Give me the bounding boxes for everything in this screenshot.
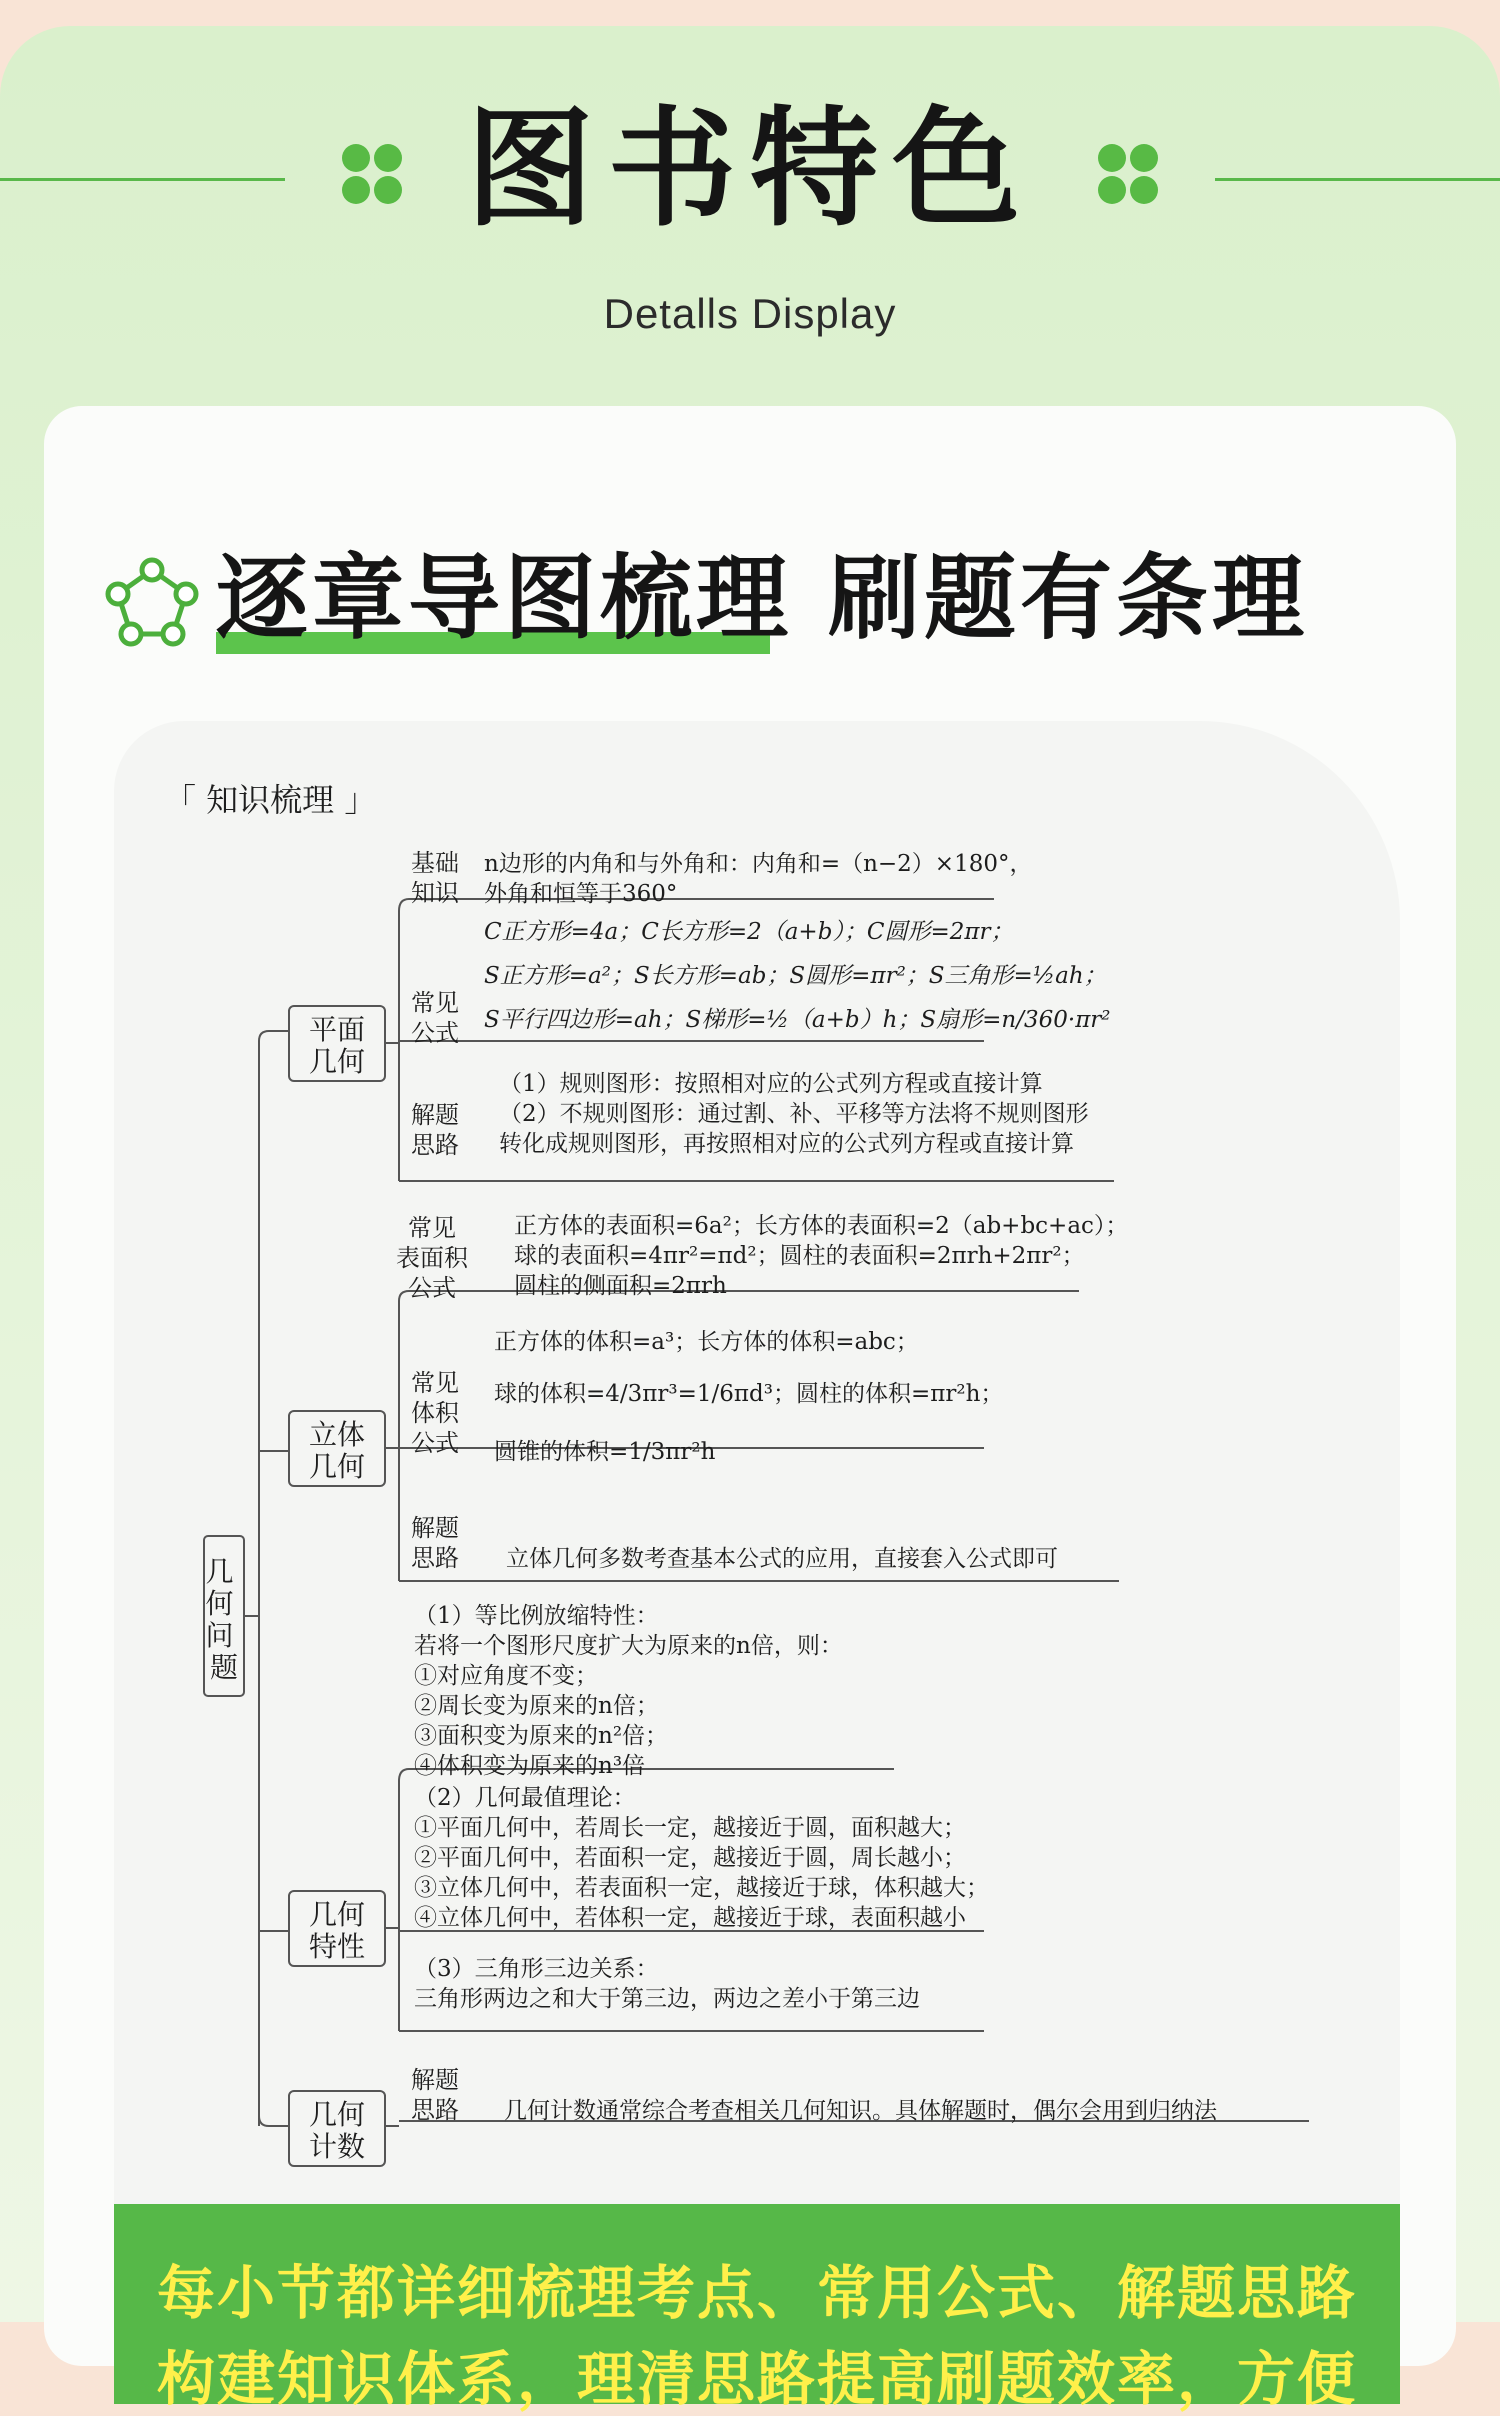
property-2-line-2: ①平面几何中，若周长一定，越接近于圆，面积越大； xyxy=(414,1815,966,1841)
banner-line-1: 每小节都详细梳理考点、常用公式、解题思路 xyxy=(156,2259,1357,2327)
root-node xyxy=(206,1555,243,1684)
solid-surface-2: 球的表面积=4πr²=πd²；圆柱的表面积=2πrh+2πr²； xyxy=(514,1243,1085,1269)
root-char-1: 几 xyxy=(205,1555,234,1588)
plane-approach-2: （2）不规则图形：通过割、补、平移等方法将不规则图形 xyxy=(499,1101,1089,1127)
root-char-3: 问 xyxy=(205,1619,234,1652)
property-2-line-4: ③立体几何中，若表面积一定，越接近于球，体积越大； xyxy=(414,1875,989,1901)
clover-icon-right xyxy=(1094,140,1162,208)
summary-banner xyxy=(114,2204,1400,2413)
property-1-line-3: ①对应角度不变； xyxy=(414,1663,598,1689)
property-1-line-5: ③面积变为原来的n²倍； xyxy=(414,1723,669,1749)
branch-solid: 立体几何 xyxy=(308,1418,366,1483)
plane-formula-2: S正方形=a²；S长方形=ab；S圆形=πr²；S三角形=½ah； xyxy=(484,963,1107,989)
property-1-line-1: （1）等比例放缩特性： xyxy=(414,1603,659,1629)
solid-approach: 立体几何多数考查基本公式的应用，直接套入公式即可 xyxy=(506,1546,1058,1572)
property-2-line-1: （2）几何最值理论： xyxy=(414,1785,636,1811)
branch-plane: 平面几何 xyxy=(308,1013,366,1078)
page-subtitle: Detalls Display xyxy=(603,290,897,337)
solid-surface-3: 圆柱的侧面积=2πrh xyxy=(514,1273,727,1299)
plane-formula-1: C正方形=4a；C长方形=2（a+b）；C圆形=2πr； xyxy=(484,919,1014,945)
solid-volume-3: 圆锥的体积=1/3πr²h xyxy=(494,1439,716,1465)
property-1-line-2: 若将一个图形尺度扩大为原来的n倍，则： xyxy=(414,1633,843,1659)
root-char-4: 题 xyxy=(209,1651,239,1684)
solid-volume-1: 正方体的体积=a³；长方体的体积=abc； xyxy=(494,1329,919,1355)
counting-approach: 几何计数通常综合考查相关几何知识。具体解题时，偶尔会用到归纳法 xyxy=(504,2098,1217,2124)
section-title: 逐章导图梳理 刷题有条理 xyxy=(216,545,1309,652)
label-common-formula: 常见公式 xyxy=(411,989,459,1047)
property-1-line-6: ④体积变为原来的n³倍 xyxy=(414,1753,646,1779)
property-3-line-2: 三角形两边之和大于第三边，两边之差小于第三边 xyxy=(414,1986,920,2012)
header-rule-right xyxy=(1215,178,1500,181)
property-2-line-3: ②平面几何中，若面积一定，越接近于圆，周长越小； xyxy=(414,1845,966,1871)
feature-page xyxy=(0,26,1500,2413)
property-2-line-5: ④立体几何中，若体积一定，越接近于球，表面积越小 xyxy=(414,1905,966,1931)
branch-counting: 几何计数 xyxy=(308,2098,366,2163)
branch-property: 几何特性 xyxy=(308,1898,366,1963)
mind-map-diagram xyxy=(114,721,1400,2221)
label-volume: 常见体积公式 xyxy=(411,1369,459,1457)
pentagon-network-icon xyxy=(102,556,202,656)
plane-approach-1: （1）规则图形：按照相对应的公式列方程或直接计算 xyxy=(499,1071,1043,1097)
label-counting-approach: 解题思路 xyxy=(411,2066,459,2124)
knowledge-tag: 「 知识梳理 」 xyxy=(164,781,377,819)
plane-formula-3: S平行四边形=ah；S梯形=½（a+b）h；S扇形=n/360·πr² xyxy=(484,1007,1111,1033)
label-approach: 解题思路 xyxy=(411,1101,459,1159)
label-basic: 基础知识 xyxy=(411,849,459,907)
property-3-line-1: （3）三角形三边关系： xyxy=(414,1956,659,1982)
label-surface: 常见表面积公式 xyxy=(396,1214,468,1302)
label-solid-approach: 解题思路 xyxy=(411,1514,459,1572)
plane-approach-3: 转化成规则图形，再按照相对应的公式列方程或直接计算 xyxy=(499,1131,1074,1157)
root-char-2: 何 xyxy=(205,1587,234,1620)
banner-line-2: 构建知识体系，理清思路提高刷题效率，方便 xyxy=(156,2345,1357,2413)
page-title: 图书特色 xyxy=(465,95,1034,244)
solid-volume-2: 球的体积=4/3πr³=1/6πd³；圆柱的体积=πr²h； xyxy=(494,1381,1004,1407)
property-1-line-4: ②周长变为原来的n倍； xyxy=(414,1693,659,1719)
content-card xyxy=(44,406,1456,2413)
plane-basic-2: 外角和恒等于360° xyxy=(484,881,678,907)
plane-basic-1: n边形的内角和与外角和：内角和=（n−2）×180°， xyxy=(484,851,1033,877)
solid-surface-1: 正方体的表面积=6a²；长方体的表面积=2（ab+bc+ac）； xyxy=(514,1213,1129,1239)
mind-map xyxy=(114,721,1400,2221)
